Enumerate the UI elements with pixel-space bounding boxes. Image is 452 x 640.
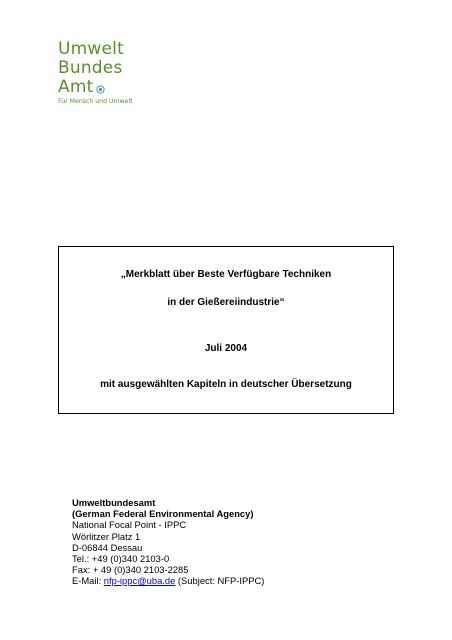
contact-email-subject: (Subject: NFP-IPPC): [175, 575, 265, 587]
logo-line-umwelt: Umwelt: [58, 39, 124, 59]
uba-logo: [58, 40, 148, 110]
contact-phone: Tel.: +49 (0)340 2103-0: [72, 553, 170, 565]
logo-tagline: Für Mensch und Umwelt: [58, 98, 133, 105]
logo-line-bundes: Bundes: [58, 58, 123, 78]
contact-city: D-06844 Dessau: [72, 541, 143, 553]
contact-focal-point: National Focal Point - IPPC: [72, 519, 187, 531]
logo-line-amt: Amt: [58, 77, 94, 97]
contact-email-row: [72, 575, 264, 586]
contact-street: Wörlitzer Platz 1: [72, 530, 141, 542]
contact-email-label: E-Mail:: [72, 575, 104, 587]
document-title-continued: in der Gießereiindustrie“: [167, 297, 285, 308]
contact-fax: Fax: + 49 (0)340 2103-2285: [72, 564, 189, 576]
document-title: „Merkblatt über Beste Verfügbare Techniken: [120, 269, 332, 280]
contact-email-link[interactable]: nfp-ippc@uba.de: [103, 575, 176, 587]
un-emblem-icon: [96, 85, 105, 94]
contact-org-english: (German Federal Environmental Agency): [72, 508, 254, 520]
document-date: Juli 2004: [204, 343, 248, 354]
document-subtitle: mit ausgewählten Kapiteln in deutscher Übersetzung: [100, 379, 352, 390]
contact-block: [72, 497, 264, 587]
contact-org: Umweltbundesamt: [72, 497, 156, 508]
title-box: [58, 246, 394, 414]
